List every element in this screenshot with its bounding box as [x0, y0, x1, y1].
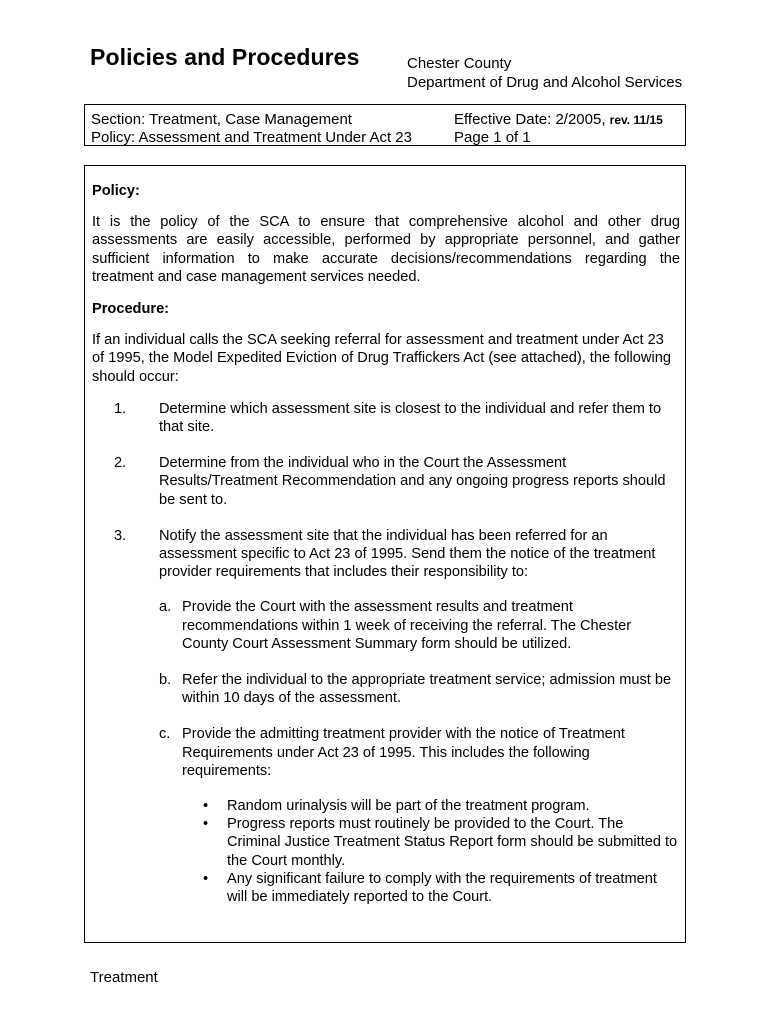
- policy-body: [92, 182, 680, 924]
- substep-text: Provide the admitting treatment provider with the notice of Treatment Requirements under Act 23 of 1995. This includes the following requirements:: [182, 726, 625, 779]
- requirement-text: Any significant failure to comply with the requirements of treatment will be immediately reported to the Court.: [227, 870, 657, 906]
- substep-letter: a.: [159, 599, 172, 616]
- policy-heading: Policy:: [92, 183, 140, 199]
- step-text: Determine from the individual who in the Court the Assessment Results/Treatment Recommendation and any ongoing progress reports should be sent to.: [159, 455, 666, 508]
- requirement-item: [182, 815, 680, 870]
- bullet-icon: •: [203, 816, 209, 833]
- requirement-text: Random urinalysis will be part of the treatment program.: [227, 798, 590, 815]
- procedure-step: [92, 527, 680, 906]
- effective-date: Effective Date: 2/2005,: [454, 111, 606, 128]
- step-number: 1.: [114, 400, 127, 417]
- policy-meta-box: [84, 104, 686, 146]
- substep-text: Provide the Court with the assessment results and treatment recommendations within 1 week of receiving the referral. The Chester County Court Assessment Summary form should be utilized.: [182, 599, 632, 652]
- step-number: 2.: [114, 455, 127, 472]
- step-text: Determine which assessment site is closest to the individual and refer them to that site.: [159, 400, 662, 436]
- requirement-text: Progress reports must routinely be provided to the Court. The Criminal Justice Treatment Status Report form should be submitted to the Court monthly.: [227, 816, 678, 869]
- requirement-item: [182, 797, 680, 815]
- step-number: 3.: [114, 527, 127, 544]
- substep-text: Refer the individual to the appropriate treatment service; admission must be within 10 days of the assessment.: [182, 672, 672, 707]
- procedure-step: [92, 400, 680, 436]
- requirement-item: [182, 870, 680, 906]
- policy-text: It is the policy of the SCA to ensure that comprehensive alcohol and other drug assessments are easily accessible, performed by appropriate personnel, and gather sufficient information to make accurate decisions/recommendations regarding the treatment and case management services needed.: [92, 214, 680, 285]
- step-text: Notify the assessment site that the individual has been referred for an assessment specific to Act 23 of 1995. Send them the notice of the treatment provider requirements that includes their responsibility to:: [159, 527, 656, 581]
- procedure-intro: If an individual calls the SCA seeking referral for assessment and treatment under Act 23 of 1995, the Model Expedited Eviction of Drug Traffickers Act (see attached), the following should occur:: [92, 332, 671, 385]
- policy-body-box: [84, 165, 686, 943]
- revision-date: rev. 11/15: [609, 113, 663, 127]
- meta-left: [91, 111, 412, 147]
- procedure-heading: Procedure:: [92, 301, 170, 318]
- bullet-icon: •: [203, 870, 209, 887]
- footer-label: Treatment: [90, 969, 158, 986]
- substep-list: [159, 598, 680, 906]
- organization-block: [407, 54, 682, 92]
- department-name: Department of Drug and Alcohol Services: [407, 74, 683, 91]
- bullet-icon: •: [203, 798, 209, 815]
- substep-letter: b.: [159, 672, 172, 689]
- page-title: Policies and Procedures: [90, 44, 360, 70]
- procedure-step: [92, 454, 680, 509]
- county-name: Chester County: [407, 55, 512, 72]
- meta-right: [454, 111, 663, 147]
- substep-item: [159, 598, 680, 653]
- requirements-list: [182, 797, 680, 906]
- effective-date-line: [454, 111, 663, 129]
- substep-item: [159, 671, 680, 707]
- section-label: Section: Treatment, Case Management: [91, 111, 352, 128]
- page-number: Page 1 of 1: [454, 129, 531, 146]
- policy-label: Policy: Assessment and Treatment Under Act 23: [91, 129, 412, 146]
- substep-letter: c.: [159, 726, 171, 743]
- substep-item: [159, 725, 680, 906]
